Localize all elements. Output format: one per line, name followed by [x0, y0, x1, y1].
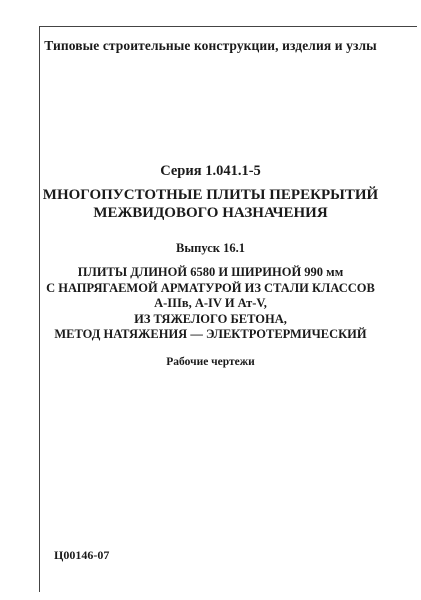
series-number: Серия 1.041.1-5 [160, 163, 261, 179]
subtitle-line: МЕТОД НАТЯЖЕНИЯ — ЭЛЕКТРОТЕРМИЧЕСКИЙ [54, 327, 367, 341]
document-type: Рабочие чертежи [166, 356, 255, 368]
issue-number: Выпуск 16.1 [176, 241, 245, 255]
title-line: МЕЖВИДОВОГО НАЗНАЧЕНИЯ [93, 205, 328, 221]
document-subtitle [0, 265, 421, 343]
document-code: Ц00146-07 [54, 548, 110, 562]
header-text: Типовые строительные конструкции, изделия и узлы [44, 38, 377, 53]
subtitle-line: А-IIIв, А-IV И Ат-V, [154, 296, 267, 310]
title-line: МНОГОПУСТОТНЫЕ ПЛИТЫ ПЕРЕКРЫТИЙ [42, 187, 379, 203]
subtitle-line: С НАПРЯГАЕМОЙ АРМАТУРОЙ ИЗ СТАЛИ КЛАССОВ [46, 280, 375, 295]
subtitle-line: ИЗ ТЯЖЕЛОГО БЕТОНА, [134, 311, 287, 326]
subtitle-line: ПЛИТЫ ДЛИНОЙ 6580 И ШИРИНОЙ 990 мм [77, 265, 344, 279]
document-title [0, 186, 421, 222]
